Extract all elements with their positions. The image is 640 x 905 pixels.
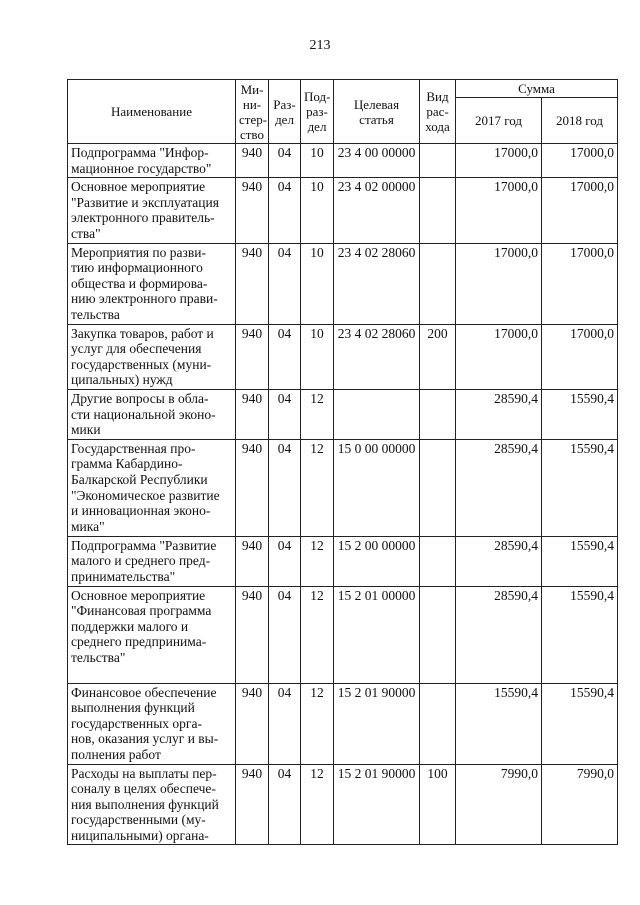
row-sum-2018: 15590,4 <box>542 536 618 586</box>
row-subsection: 10 <box>301 144 334 178</box>
row-target-article: 15 2 01 90000 <box>334 683 420 764</box>
row-sum-2018: 17000,0 <box>542 324 618 389</box>
table-row <box>68 586 618 683</box>
row-ministry: 940 <box>236 439 269 536</box>
row-expense-type: 100 <box>420 764 456 845</box>
row-sum-2018: 7990,0 <box>542 764 618 845</box>
row-name: Подпрограмма "Развитие малого и среднего пред- принимательства" <box>68 536 236 586</box>
row-sum-2018: 15590,4 <box>542 389 618 439</box>
row-ministry: 940 <box>236 389 269 439</box>
row-subsection: 12 <box>301 439 334 536</box>
table-row <box>68 439 618 536</box>
row-name: Другие вопросы в обла- сти национальной эконо- мики <box>68 389 236 439</box>
row-section: 04 <box>269 243 301 324</box>
row-target-article <box>334 389 420 439</box>
header-sum: Сумма <box>456 80 618 98</box>
table-row <box>68 243 618 324</box>
row-sum-2017: 28590,4 <box>456 439 542 536</box>
row-ministry: 940 <box>236 144 269 178</box>
table-row <box>68 536 618 586</box>
row-name: Основное мероприятие "Развитие и эксплуатация электронного правитель- ства" <box>68 178 236 243</box>
row-section: 04 <box>269 683 301 764</box>
row-ministry: 940 <box>236 324 269 389</box>
row-target-article: 23 4 02 00000 <box>334 178 420 243</box>
row-expense-type <box>420 144 456 178</box>
row-target-article: 15 2 01 00000 <box>334 586 420 683</box>
row-subsection: 10 <box>301 178 334 243</box>
row-section: 04 <box>269 389 301 439</box>
row-name: Закупка товаров, работ и услуг для обеспечения государственных (муни- ципальных) нужд <box>68 324 236 389</box>
row-target-article: 23 4 00 00000 <box>334 144 420 178</box>
row-subsection: 12 <box>301 586 334 683</box>
row-ministry: 940 <box>236 178 269 243</box>
row-name: Основное мероприятие "Финансовая программа поддержки малого и среднего предпринима- тельства" <box>68 586 236 683</box>
row-target-article: 15 2 01 90000 <box>334 764 420 845</box>
row-subsection: 12 <box>301 683 334 764</box>
row-sum-2017: 17000,0 <box>456 178 542 243</box>
row-sum-2017: 28590,4 <box>456 586 542 683</box>
budget-table <box>67 79 618 845</box>
header-section: Раз- дел <box>269 80 301 144</box>
row-subsection: 10 <box>301 324 334 389</box>
row-subsection: 12 <box>301 764 334 845</box>
row-section: 04 <box>269 324 301 389</box>
header-year-2017: 2017 год <box>456 98 542 144</box>
row-section: 04 <box>269 764 301 845</box>
row-subsection: 12 <box>301 389 334 439</box>
table-row <box>68 324 618 389</box>
table-row <box>68 683 618 764</box>
row-sum-2018: 17000,0 <box>542 144 618 178</box>
row-ministry: 940 <box>236 536 269 586</box>
row-sum-2017: 28590,4 <box>456 536 542 586</box>
row-sum-2018: 15590,4 <box>542 683 618 764</box>
row-expense-type <box>420 178 456 243</box>
header-year-2018: 2018 год <box>542 98 618 144</box>
row-sum-2017: 17000,0 <box>456 144 542 178</box>
row-section: 04 <box>269 178 301 243</box>
row-sum-2017: 15590,4 <box>456 683 542 764</box>
row-target-article: 23 4 02 28060 <box>334 243 420 324</box>
row-ministry: 940 <box>236 586 269 683</box>
header-target-article: Целевая статья <box>334 80 420 144</box>
row-expense-type <box>420 536 456 586</box>
row-ministry: 940 <box>236 243 269 324</box>
row-target-article: 15 0 00 00000 <box>334 439 420 536</box>
row-section: 04 <box>269 586 301 683</box>
row-expense-type <box>420 439 456 536</box>
row-target-article: 23 4 02 28060 <box>334 324 420 389</box>
header-expense-type: Вид рас- хода <box>420 80 456 144</box>
row-section: 04 <box>269 536 301 586</box>
header-ministry: Ми- ни- стер- ство <box>236 80 269 144</box>
row-sum-2017: 17000,0 <box>456 324 542 389</box>
row-ministry: 940 <box>236 764 269 845</box>
table-row <box>68 764 618 845</box>
header-name: Наименование <box>68 80 236 144</box>
row-ministry: 940 <box>236 683 269 764</box>
row-expense-type: 200 <box>420 324 456 389</box>
row-sum-2017: 17000,0 <box>456 243 542 324</box>
row-name: Финансовое обеспечение выполнения функций государственных орга- нов, оказания услуг и вы- полнения работ <box>68 683 236 764</box>
row-name: Государственная про- грамма Кабардино- Балкарской Республики "Экономическое развитие и инновационная эконо- мика" <box>68 439 236 536</box>
row-sum-2017: 7990,0 <box>456 764 542 845</box>
row-expense-type <box>420 389 456 439</box>
row-section: 04 <box>269 439 301 536</box>
page-number: 213 <box>309 38 331 53</box>
table-row <box>68 178 618 243</box>
row-subsection: 10 <box>301 243 334 324</box>
row-sum-2017: 28590,4 <box>456 389 542 439</box>
row-sum-2018: 17000,0 <box>542 178 618 243</box>
row-name: Расходы на выплаты пер- соналу в целях обеспече- ния выполнения функций государственными (му- ниципальными) органа- <box>68 764 236 845</box>
row-sum-2018: 17000,0 <box>542 243 618 324</box>
row-expense-type <box>420 586 456 683</box>
row-expense-type <box>420 683 456 764</box>
table-row <box>68 144 618 178</box>
row-target-article: 15 2 00 00000 <box>334 536 420 586</box>
row-name: Подпрограмма "Инфор- мационное государство" <box>68 144 236 178</box>
row-subsection: 12 <box>301 536 334 586</box>
header-subsection: Под- раз- дел <box>301 80 334 144</box>
row-name: Мероприятия по разви- тию информационного общества и формирова- нию электронного прави- тельства <box>68 243 236 324</box>
row-section: 04 <box>269 144 301 178</box>
table-row <box>68 389 618 439</box>
row-expense-type <box>420 243 456 324</box>
row-sum-2018: 15590,4 <box>542 586 618 683</box>
row-sum-2018: 15590,4 <box>542 439 618 536</box>
